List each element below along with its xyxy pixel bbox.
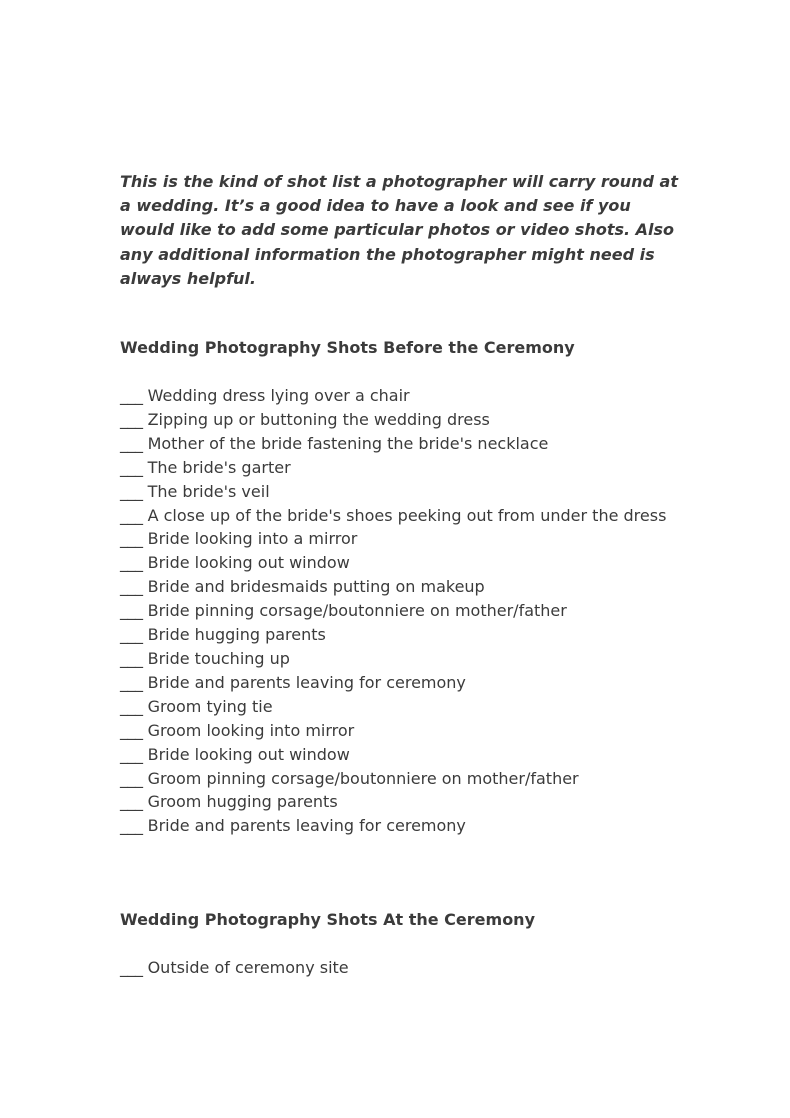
shot-list-item — [120, 575, 680, 599]
shot-list-item — [120, 384, 680, 408]
checkbox-blank-line: ___ — [120, 505, 143, 525]
shot-list-item — [120, 456, 680, 480]
shot-item-label: The bride's veil — [142, 481, 270, 501]
shot-list-item — [120, 623, 680, 647]
shot-item-label: Bride hugging parents — [142, 625, 326, 645]
shot-item-label: Bride touching up — [142, 648, 290, 668]
shot-list-item — [120, 695, 680, 719]
shot-list-item — [120, 956, 680, 980]
checkbox-blank-line: ___ — [120, 457, 143, 477]
checkbox-blank-line: ___ — [120, 768, 143, 788]
checkbox-blank-line: ___ — [120, 409, 143, 429]
shot-list-item — [120, 767, 680, 791]
shot-list-item — [120, 790, 680, 814]
shot-item-label: Bride and parents leaving for ceremony — [142, 816, 466, 836]
shot-item-label: Zipping up or buttoning the wedding dress — [142, 409, 490, 429]
shot-list-item — [120, 480, 680, 504]
shot-item-label: Bride and bridesmaids putting on makeup — [142, 577, 485, 597]
shot-item-label: Groom tying tie — [142, 696, 273, 716]
checkbox-blank-line: ___ — [120, 433, 143, 453]
shot-list-item — [120, 719, 680, 743]
shot-list-item — [120, 599, 680, 623]
checkbox-blank-line: ___ — [120, 696, 143, 716]
shot-item-label: Wedding dress lying over a chair — [142, 386, 410, 406]
section-heading-at-ceremony: Wedding Photography Shots At the Ceremony — [120, 910, 535, 930]
checkbox-blank-line: ___ — [120, 816, 143, 836]
shot-list-item — [120, 551, 680, 575]
shot-item-label: Groom looking into mirror — [142, 720, 355, 740]
shot-list-item — [120, 408, 680, 432]
shot-list-item — [120, 743, 680, 767]
shot-list-item — [120, 432, 680, 456]
checkbox-blank-line: ___ — [120, 744, 143, 764]
intro-paragraph: This is the kind of shot list a photographer will carry round at a wedding. It’s a good idea to have a look and see if you would like to add some particular photos or video shots. Also any additional information the photographer might need is always helpful. — [120, 172, 678, 288]
section-heading-before-ceremony: Wedding Photography Shots Before the Ceremony — [120, 338, 575, 358]
shot-list-item — [120, 527, 680, 551]
checkbox-blank-line: ___ — [120, 792, 143, 812]
checkbox-blank-line: ___ — [120, 672, 143, 692]
shot-item-label: Bride looking into a mirror — [142, 529, 358, 549]
checkbox-blank-line: ___ — [120, 958, 143, 978]
checkbox-blank-line: ___ — [120, 529, 143, 549]
shot-item-label: Groom hugging parents — [142, 792, 338, 812]
shot-item-label: Bride looking out window — [142, 744, 350, 764]
checkbox-blank-line: ___ — [120, 625, 143, 645]
checkbox-blank-line: ___ — [120, 720, 143, 740]
shot-item-label: Mother of the bride fastening the bride's necklace — [142, 433, 549, 453]
shot-item-label: Bride pinning corsage/boutonniere on mother/father — [142, 601, 567, 621]
shot-item-label: The bride's garter — [142, 457, 291, 477]
shot-list-item — [120, 671, 680, 695]
shot-list-before-ceremony — [120, 384, 680, 838]
shot-item-label: Bride looking out window — [142, 553, 350, 573]
shot-list-at-ceremony — [120, 956, 680, 980]
checkbox-blank-line: ___ — [120, 481, 143, 501]
shot-item-label: Outside of ceremony site — [142, 958, 349, 978]
checkbox-blank-line: ___ — [120, 648, 143, 668]
shot-item-label: Bride and parents leaving for ceremony — [142, 672, 466, 692]
shot-item-label: A close up of the bride's shoes peeking out from under the dress — [142, 505, 667, 525]
shot-list-item — [120, 814, 680, 838]
checkbox-blank-line: ___ — [120, 577, 143, 597]
shot-list-item — [120, 647, 680, 671]
shot-list-item — [120, 504, 680, 528]
shot-item-label: Groom pinning corsage/boutonniere on mother/father — [142, 768, 579, 788]
checkbox-blank-line: ___ — [120, 601, 143, 621]
checkbox-blank-line: ___ — [120, 553, 143, 573]
checkbox-blank-line: ___ — [120, 386, 143, 406]
document-content — [120, 170, 680, 980]
